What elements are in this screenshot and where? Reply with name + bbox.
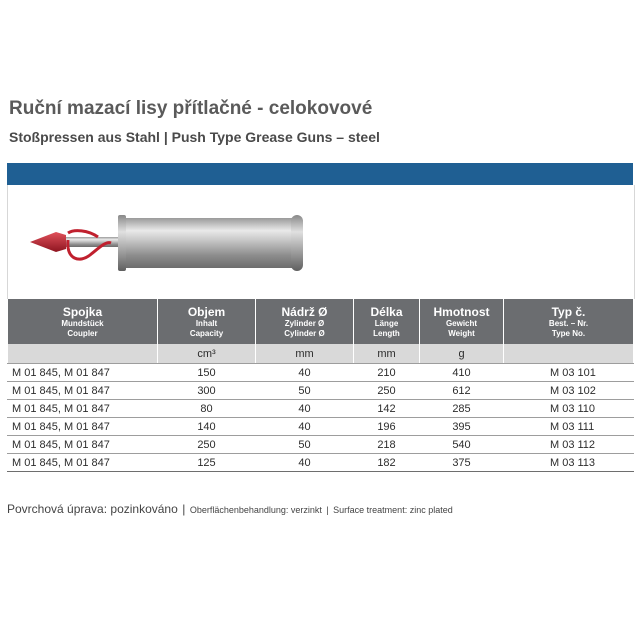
- header-band: [7, 163, 633, 185]
- gun-barrel: [118, 218, 296, 268]
- table-cell: 40: [256, 454, 354, 472]
- grease-gun-image: [8, 185, 634, 299]
- table-cell: 300: [158, 382, 256, 400]
- unit-cell: cm³: [158, 344, 256, 364]
- surface-treatment-note: Povrchová úprava: pozinkováno | Oberflächenbehandlung: verzinkt | Surface treatment: zinc plated: [7, 502, 453, 516]
- table-cell: 150: [158, 364, 256, 382]
- table-cell: M 01 845, M 01 847: [8, 436, 158, 454]
- table-cell: 395: [420, 418, 504, 436]
- table-cell: 375: [420, 454, 504, 472]
- table-row: [8, 418, 634, 436]
- table-row: [8, 364, 634, 382]
- header-type-no: Typ č. Best. – Nr. Type No.: [504, 299, 634, 344]
- unit-cell: [8, 344, 158, 364]
- table-row: [8, 436, 634, 454]
- unit-cell: [504, 344, 634, 364]
- page-title: Ruční mazací lisy přítlačné - celokovové: [9, 98, 373, 119]
- header-weight: Hmotnost Gewicht Weight: [420, 299, 504, 344]
- table-cell: M 03 112: [504, 436, 634, 454]
- gun-end-cap: [291, 215, 303, 271]
- table-cell: 196: [354, 418, 420, 436]
- table-cell: 218: [354, 436, 420, 454]
- table-cell: M 03 110: [504, 400, 634, 418]
- header-cylinder: Nádrž Ø Zylinder Ø Cylinder Ø: [256, 299, 354, 344]
- table-cell: M 03 101: [504, 364, 634, 382]
- page-subtitle: Stoßpressen aus Stahl | Push Type Grease Guns – steel: [9, 129, 380, 145]
- header-length: Délka Länge Length: [354, 299, 420, 344]
- table-cell: M 01 845, M 01 847: [8, 400, 158, 418]
- unit-cell: mm: [256, 344, 354, 364]
- header-capacity: Objem Inhalt Capacity: [158, 299, 256, 344]
- table-cell: 40: [256, 418, 354, 436]
- units-row: [8, 344, 634, 364]
- table-cell: 250: [158, 436, 256, 454]
- table-cell: 182: [354, 454, 420, 472]
- unit-cell: g: [420, 344, 504, 364]
- table-cell: 142: [354, 400, 420, 418]
- nozzle: [30, 232, 66, 252]
- footer-cz: Povrchová úprava: pozinkováno: [7, 502, 178, 516]
- table-cell: 540: [420, 436, 504, 454]
- table-cell: 250: [354, 382, 420, 400]
- table-cell: 40: [256, 400, 354, 418]
- table-cell: 140: [158, 418, 256, 436]
- table-cell: 612: [420, 382, 504, 400]
- table-cell: 50: [256, 382, 354, 400]
- spec-table: [7, 299, 634, 472]
- table-row: [8, 400, 634, 418]
- table-cell: 410: [420, 364, 504, 382]
- table-cell: 285: [420, 400, 504, 418]
- table-header-row: [8, 299, 634, 344]
- table-cell: M 01 845, M 01 847: [8, 382, 158, 400]
- table-row: [8, 382, 634, 400]
- gun-shaft: [64, 237, 120, 247]
- table-cell: 125: [158, 454, 256, 472]
- table-cell: 40: [256, 364, 354, 382]
- table-cell: M 03 102: [504, 382, 634, 400]
- table-cell: M 01 845, M 01 847: [8, 364, 158, 382]
- table-cell: M 03 111: [504, 418, 634, 436]
- table-cell: 210: [354, 364, 420, 382]
- table-row: [8, 454, 634, 472]
- table-cell: 80: [158, 400, 256, 418]
- product-image-box: [7, 185, 635, 299]
- table-cell: M 01 845, M 01 847: [8, 454, 158, 472]
- table-cell: 50: [256, 436, 354, 454]
- unit-cell: mm: [354, 344, 420, 364]
- footer-de: Oberflächenbehandlung: verzinkt: [189, 505, 322, 515]
- table-cell: M 03 113: [504, 454, 634, 472]
- header-coupler: Spojka Mundstück Coupler: [8, 299, 158, 344]
- footer-en: Surface treatment: zinc plated: [333, 505, 453, 515]
- table-cell: M 01 845, M 01 847: [8, 418, 158, 436]
